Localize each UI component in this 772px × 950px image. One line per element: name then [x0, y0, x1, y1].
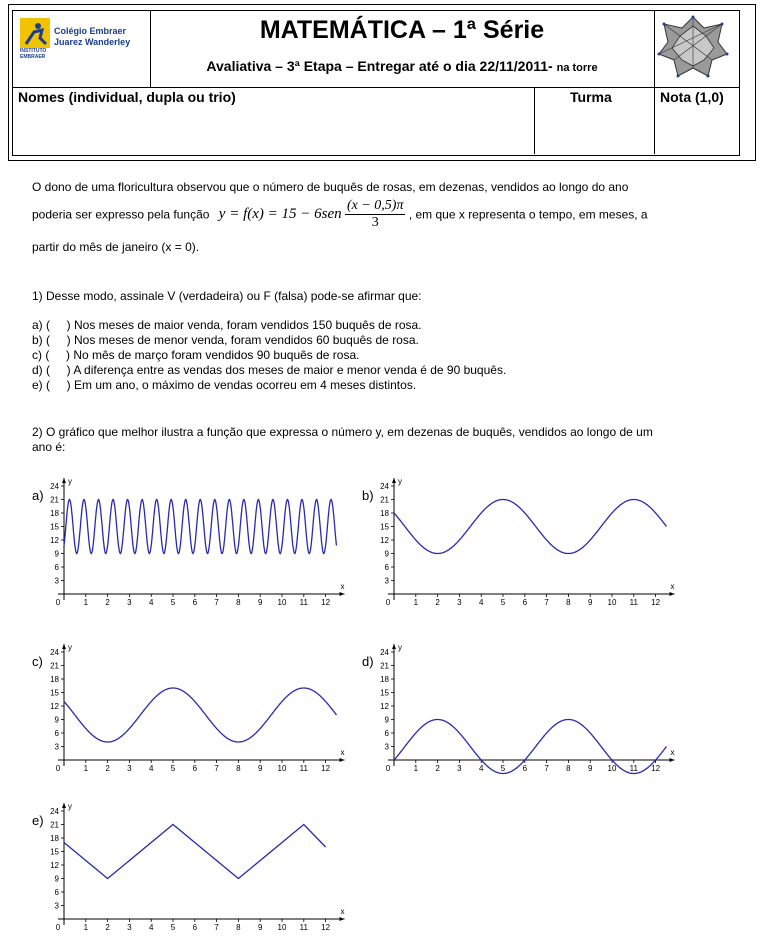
x-tick-label: 10 — [607, 764, 617, 773]
y-axis-label: y — [68, 802, 72, 811]
x-tick-label: 11 — [299, 598, 308, 607]
x-axis-arrow — [340, 592, 345, 596]
x-tick-label: 12 — [321, 598, 331, 607]
x-tick-label: 2 — [105, 598, 110, 607]
y-tick-label: 9 — [54, 874, 59, 884]
x-tick-label: 8 — [236, 923, 241, 932]
y-tick-label: 6 — [54, 729, 59, 738]
x-tick-label: 9 — [257, 923, 263, 932]
intro-line-2: poderia ser expresso pela função y = f(x) = 15 − 6sen $\frac{(x - 0,5)\pi}{3}$ , em que x representa o tempo, em meses, a — [32, 198, 648, 230]
graph-option-label: a) — [32, 488, 44, 503]
y-tick-label: 15 — [50, 688, 59, 698]
question-2-prompt-line-1: 2) O gráfico que melhor ilustra a função que expressa o número y, em dezenas de buquês, vendidos ao longo de um — [32, 425, 653, 439]
star-emblem — [656, 14, 730, 85]
series-line — [394, 500, 667, 554]
y-tick-label: 9 — [384, 549, 389, 559]
names-label: Nomes (individual, dupla ou trio) — [18, 89, 236, 105]
x-tick-label: 4 — [478, 598, 484, 607]
y-axis-arrow — [392, 644, 396, 649]
x-tick-label: 0 — [55, 598, 61, 607]
y-tick-label: 21 — [50, 495, 59, 505]
x-tick-label: 11 — [299, 923, 308, 932]
graph-option-label: c) — [32, 654, 43, 669]
y-tick-label: 6 — [384, 563, 389, 572]
y-axis-label: y — [68, 477, 72, 486]
x-tick-label: 2 — [105, 764, 110, 773]
x-axis-label: x — [340, 907, 345, 916]
x-tick-label: 5 — [170, 923, 176, 932]
x-tick-label: 3 — [127, 764, 132, 773]
x-tick-label: 5 — [500, 764, 506, 773]
y-tick-label: 9 — [54, 715, 59, 725]
y-tick-label: 24 — [50, 648, 59, 657]
y-tick-label: 6 — [384, 729, 389, 738]
grade-label: Nota (1,0) — [660, 89, 724, 105]
x-tick-label: 9 — [587, 598, 593, 607]
x-tick-label: 0 — [55, 764, 61, 773]
y-tick-label: 9 — [384, 715, 389, 725]
x-tick-label: 7 — [214, 923, 219, 932]
x-tick-label: 4 — [148, 923, 154, 932]
x-tick-label: 3 — [457, 598, 462, 607]
y-tick-label: 21 — [380, 661, 389, 671]
x-tick-label: 4 — [148, 764, 154, 773]
y-axis-arrow — [62, 478, 66, 483]
page-title: MATEMÁTICA – 1ª Série — [259, 16, 545, 44]
x-tick-label: 12 — [321, 923, 331, 932]
y-axis-arrow — [62, 803, 66, 808]
formula-fraction: $\frac{(x - 0,5)\pi}{3}$ — [346, 198, 404, 230]
x-axis-arrow — [340, 758, 345, 762]
y-tick-label: 3 — [54, 576, 59, 586]
x-tick-label: 9 — [257, 764, 263, 773]
x-tick-label: 2 — [435, 598, 440, 607]
x-tick-label: 11 — [629, 764, 638, 773]
y-tick-label: 18 — [380, 675, 389, 684]
graph-option-label: b) — [362, 488, 374, 503]
x-tick-label: 8 — [236, 598, 241, 607]
y-tick-label: 3 — [54, 901, 59, 911]
x-tick-label: 5 — [500, 598, 506, 607]
y-tick-label: 21 — [380, 495, 389, 505]
y-tick-label: 6 — [54, 563, 59, 572]
x-tick-label: 11 — [299, 764, 308, 773]
question-1-item: a) ( ) Nos meses de maior venda, foram vendidos 150 buquês de rosa. — [32, 318, 422, 332]
x-tick-label: 5 — [170, 764, 176, 773]
x-tick-label: 7 — [544, 598, 549, 607]
x-axis-label: x — [670, 582, 675, 591]
graph-option-e — [30, 795, 350, 940]
y-tick-label: 6 — [54, 888, 59, 897]
y-tick-label: 18 — [50, 509, 59, 518]
question-1-item: c) ( ) No mês de março foram vendidos 90 buquês de rosa. — [32, 348, 360, 362]
x-tick-label: 10 — [277, 598, 287, 607]
x-tick-label: 2 — [105, 923, 110, 932]
x-tick-label: 6 — [192, 764, 198, 773]
x-tick-label: 6 — [522, 598, 528, 607]
x-tick-label: 0 — [385, 764, 391, 773]
graph-option-a — [30, 470, 350, 610]
y-tick-label: 12 — [380, 702, 389, 711]
y-tick-label: 15 — [380, 522, 389, 532]
x-tick-label: 1 — [83, 764, 89, 773]
x-tick-label: 5 — [170, 598, 176, 607]
y-tick-label: 18 — [50, 675, 59, 684]
x-tick-label: 3 — [457, 764, 462, 773]
x-tick-label: 2 — [435, 764, 440, 773]
question-1-prompt: 1) Desse modo, assinale V (verdadeira) ou F (falsa) pode-se afirmar que: — [32, 289, 422, 303]
star-emblem-icon — [656, 14, 730, 80]
y-tick-label: 18 — [380, 509, 389, 518]
x-tick-label: 1 — [83, 598, 89, 607]
y-tick-label: 21 — [50, 820, 59, 830]
x-tick-label: 1 — [413, 598, 419, 607]
y-tick-label: 18 — [50, 834, 59, 843]
y-tick-label: 15 — [50, 847, 59, 857]
x-tick-label: 8 — [236, 764, 241, 773]
x-tick-label: 6 — [192, 598, 198, 607]
x-tick-label: 7 — [214, 764, 219, 773]
series-line — [64, 500, 337, 554]
question-1-item: e) ( ) Em um ano, o máximo de vendas ocorreu em 4 meses distintos. — [32, 378, 417, 392]
series-line — [64, 825, 326, 879]
x-tick-label: 6 — [522, 764, 528, 773]
x-tick-label: 4 — [148, 598, 154, 607]
intro-line-3: partir do mês de janeiro (x = 0). — [32, 240, 200, 254]
x-axis-label: x — [340, 582, 345, 591]
x-tick-label: 12 — [651, 764, 661, 773]
y-tick-label: 24 — [380, 482, 389, 491]
x-tick-label: 11 — [629, 598, 638, 607]
x-tick-label: 4 — [478, 764, 484, 773]
x-tick-label: 7 — [544, 764, 549, 773]
y-axis-label: y — [398, 643, 402, 652]
x-tick-label: 8 — [566, 764, 571, 773]
y-tick-label: 12 — [380, 536, 389, 545]
graph-option-label: e) — [32, 813, 44, 828]
formula: y = f(x) = 15 − 6sen — [218, 206, 342, 222]
y-tick-label: 9 — [54, 549, 59, 559]
question-1-item: d) ( ) A diferença entre as vendas dos meses de maior e menor venda é de 90 buquês. — [32, 363, 507, 377]
page-subtitle: Avaliativa – 3ª Etapa – Entregar até o dia 22/11/2011- na torre — [206, 58, 598, 74]
y-tick-label: 15 — [380, 688, 389, 698]
y-tick-label: 3 — [384, 742, 389, 752]
graph-option-d — [360, 636, 680, 781]
x-axis-arrow — [670, 592, 675, 596]
institute-label: INSTITUTO EMBRAER — [20, 48, 47, 60]
x-tick-label: 10 — [277, 923, 287, 932]
x-tick-label: 12 — [651, 598, 661, 607]
class-label: Turma — [570, 89, 612, 105]
y-axis-arrow — [392, 478, 396, 483]
x-tick-label: 3 — [127, 923, 132, 932]
x-tick-label: 0 — [385, 598, 391, 607]
x-tick-label: 6 — [192, 923, 198, 932]
y-axis-label: y — [68, 643, 72, 652]
series-line — [64, 688, 337, 742]
x-tick-label: 9 — [257, 598, 263, 607]
x-tick-label: 9 — [587, 764, 593, 773]
y-tick-label: 24 — [50, 482, 59, 491]
y-tick-label: 24 — [50, 807, 59, 816]
y-tick-label: 12 — [50, 861, 59, 870]
y-axis-arrow — [62, 644, 66, 649]
x-tick-label: 3 — [127, 598, 132, 607]
question-2-prompt-line-2: ano é: — [32, 440, 66, 454]
y-tick-label: 15 — [50, 522, 59, 532]
x-axis-label: x — [670, 748, 675, 757]
y-tick-label: 3 — [54, 742, 59, 752]
x-axis-label: x — [340, 748, 345, 757]
graph-option-c — [30, 636, 350, 776]
y-tick-label: 24 — [380, 648, 389, 657]
intro-line-1: O dono de uma floricultura observou que o número de buquês de rosas, em dezenas, vendidos ao longo do ano — [32, 180, 629, 194]
x-axis-arrow — [340, 917, 345, 921]
x-tick-label: 12 — [321, 764, 331, 773]
y-tick-label: 12 — [50, 702, 59, 711]
graph-option-label: d) — [362, 654, 374, 669]
school-name: Colégio Embraer Juarez Wanderley — [54, 26, 131, 47]
y-axis-label: y — [398, 477, 402, 486]
x-tick-label: 7 — [214, 598, 219, 607]
x-tick-label: 10 — [607, 598, 617, 607]
x-tick-label: 1 — [83, 923, 89, 932]
x-tick-label: 0 — [55, 923, 61, 932]
x-tick-label: 8 — [566, 598, 571, 607]
x-tick-label: 10 — [277, 764, 287, 773]
y-tick-label: 21 — [50, 661, 59, 671]
x-axis-arrow — [670, 758, 675, 762]
y-tick-label: 3 — [384, 576, 389, 586]
graph-option-b — [360, 470, 680, 610]
x-tick-label: 1 — [413, 764, 419, 773]
question-1-item: b) ( ) Nos meses de menor venda, foram vendidos 60 buquês de rosa. — [32, 333, 419, 347]
y-tick-label: 12 — [50, 536, 59, 545]
